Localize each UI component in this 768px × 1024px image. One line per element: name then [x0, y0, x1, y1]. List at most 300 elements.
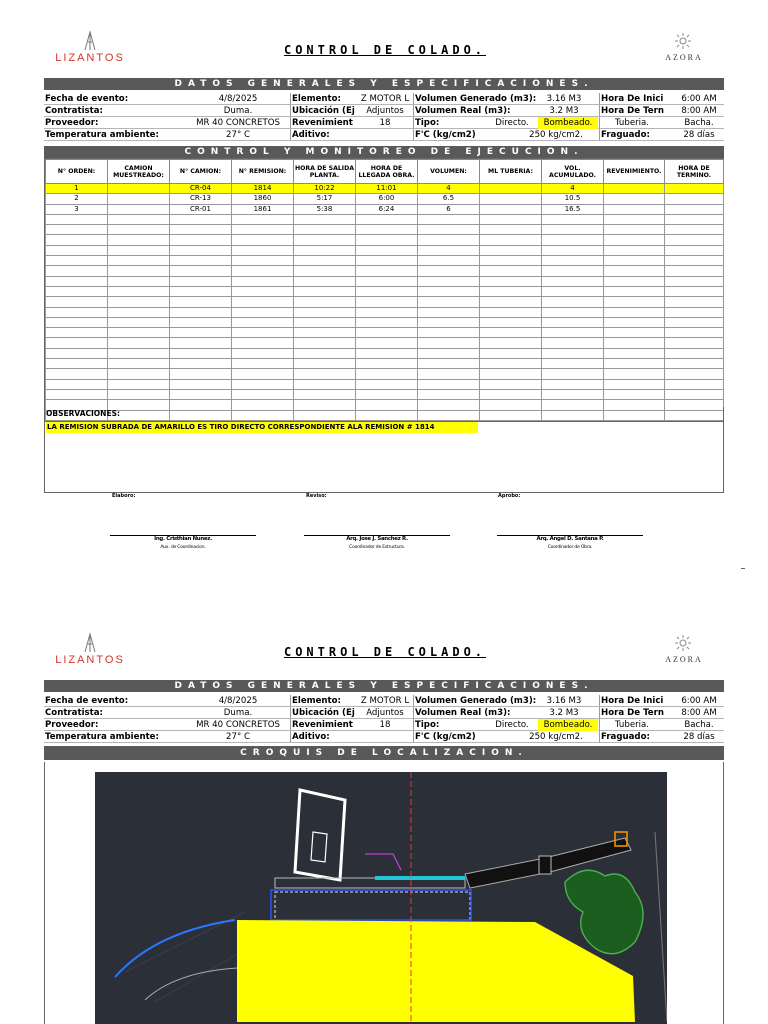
table-cell [170, 245, 232, 255]
blue-edge [271, 890, 471, 920]
table-cell [665, 204, 724, 214]
table-cell [542, 245, 604, 255]
table-cell [665, 338, 724, 348]
field-value: Duma. [223, 708, 253, 718]
table-cell [108, 338, 170, 348]
row-divider [44, 730, 724, 731]
aprobo-label: Aprobo: [498, 493, 521, 499]
table-cell [170, 256, 232, 266]
table-cell [418, 286, 480, 296]
cyan-beam [375, 876, 465, 880]
field-label: Elemento: [292, 94, 341, 104]
field-value: 6:00 AM [681, 696, 717, 706]
field-label: Ubicación (Ej [292, 708, 355, 718]
table-cell [108, 307, 170, 317]
aprobo-role: Coordinador de Obra. [547, 545, 593, 550]
table-cell: 4 [418, 184, 480, 194]
execution-body [46, 184, 724, 421]
field-label: Fraguado: [601, 732, 650, 742]
field-value: Adjuntos [366, 708, 404, 718]
table-cell [356, 379, 418, 389]
table-cell [480, 338, 542, 348]
table-cell [542, 317, 604, 327]
table-cell [294, 235, 356, 245]
tipo-bombeado: Bombeado. [538, 117, 598, 129]
table-cell [108, 245, 170, 255]
general-data-grid [44, 93, 724, 141]
table-cell [170, 286, 232, 296]
sketch-section-band: CROQUIS DE LOCALIZACION. [44, 746, 724, 760]
table-cell [170, 338, 232, 348]
table-cell [46, 338, 108, 348]
table-cell [418, 307, 480, 317]
field-value: MR 40 CONCRETOS [196, 118, 280, 128]
table-cell [232, 338, 294, 348]
tipo-directo: Directo. [495, 118, 529, 128]
table-cell [542, 359, 604, 369]
table-cell [665, 266, 724, 276]
table-cell [108, 184, 170, 194]
grid-divider [599, 93, 600, 141]
ramp-road [465, 838, 631, 888]
table-cell [46, 317, 108, 327]
field-value: 8:00 AM [681, 708, 717, 718]
table-cell [108, 204, 170, 214]
column-header: REVENIMIENTO. [604, 160, 665, 184]
table-cell [665, 307, 724, 317]
table-cell [604, 348, 665, 358]
table-cell [604, 214, 665, 224]
table-cell: 10.5 [542, 194, 604, 204]
field-value: 250 kg/cm2. [529, 732, 583, 742]
table-cell [604, 235, 665, 245]
rebar-grid [275, 892, 470, 920]
table-cell: 1 [46, 184, 108, 194]
table-cell [480, 235, 542, 245]
aprobo-name: Arq. Angel D. Santana P. [536, 536, 604, 542]
table-cell [108, 348, 170, 358]
table-cell [108, 359, 170, 369]
table-cell [356, 256, 418, 266]
execution-table [45, 159, 724, 421]
table-cell: 4 [542, 184, 604, 194]
field-label: Proveedor: [45, 720, 99, 730]
table-cell [665, 245, 724, 255]
column-header: ML TUBERIA: [480, 160, 542, 184]
table-cell [46, 235, 108, 245]
table-cell [356, 359, 418, 369]
table-cell [665, 225, 724, 235]
table-cell [294, 256, 356, 266]
lizantos-wordmark-2: LIZANTOS [55, 654, 125, 666]
observations-note: LA REMISION SUBRADA DE AMARILLO ES TIRO DIRECTO CORRESPONDIENTE ALA REMISION # 1814 [46, 422, 478, 433]
table-cell: 3 [46, 204, 108, 214]
table-cell [418, 369, 480, 379]
field-label: Ubicación (Ej [292, 106, 355, 116]
general-section-band-2: DATOS GENERALES Y ESPECIFICACIONES. [44, 680, 724, 692]
table-cell [294, 379, 356, 389]
table-cell [542, 328, 604, 338]
empty-table-row [46, 245, 724, 255]
table-cell [542, 379, 604, 389]
table-cell [232, 276, 294, 286]
table-cell [356, 369, 418, 379]
column-header: VOLUMEN: [418, 160, 480, 184]
table-cell [542, 348, 604, 358]
lizantos-logo [48, 30, 132, 66]
table-cell [604, 297, 665, 307]
table-cell [46, 276, 108, 286]
table-cell [232, 379, 294, 389]
empty-table-row [46, 307, 724, 317]
table-cell [294, 328, 356, 338]
field-value: Bacha. [684, 720, 714, 730]
table-cell [604, 369, 665, 379]
table-cell: CR-01 [170, 204, 232, 214]
empty-table-row [46, 369, 724, 379]
table-cell [418, 359, 480, 369]
table-cell [480, 359, 542, 369]
table-cell [356, 297, 418, 307]
table-cell [170, 266, 232, 276]
table-cell [604, 379, 665, 389]
table-cell [46, 359, 108, 369]
reviso-role: Coordinador de Estructura. [349, 545, 405, 550]
table-cell [294, 307, 356, 317]
table-cell [418, 245, 480, 255]
table-cell: 6:24 [356, 204, 418, 214]
column-header: N° REMISION: [232, 160, 294, 184]
table-cell [356, 348, 418, 358]
table-cell [294, 225, 356, 235]
table-cell [665, 256, 724, 266]
table-cell [46, 389, 108, 399]
empty-table-row [46, 297, 724, 307]
column-header: N° ORDEN: [46, 160, 108, 184]
field-value: 4/8/2025 [218, 94, 258, 104]
document-title-2: CONTROL DE COLADO. [283, 645, 487, 659]
table-cell [356, 286, 418, 296]
table-cell [46, 348, 108, 358]
table-cell [480, 297, 542, 307]
table-cell [542, 389, 604, 399]
table-cell [356, 245, 418, 255]
table-cell [232, 266, 294, 276]
table-cell [480, 389, 542, 399]
empty-table-row [46, 317, 724, 327]
table-cell [108, 379, 170, 389]
table-cell [480, 307, 542, 317]
field-label: Contratista: [45, 708, 103, 718]
field-value: 3.16 M3 [546, 696, 582, 706]
grid-divider [290, 93, 291, 141]
table-cell: 11:01 [356, 184, 418, 194]
table-cell [665, 235, 724, 245]
table-cell [170, 235, 232, 245]
table-cell [294, 266, 356, 276]
table-cell [604, 194, 665, 204]
grid-divider [290, 695, 291, 743]
table-cell [232, 235, 294, 245]
execution-header-row [46, 160, 724, 184]
magenta-marker [365, 854, 401, 870]
table-cell [665, 379, 724, 389]
property-line [655, 832, 667, 1022]
table-cell: CR-04 [170, 184, 232, 194]
location-plan-drawing [95, 772, 667, 1024]
table-cell [232, 225, 294, 235]
document-title: CONTROL DE COLADO. [283, 43, 487, 57]
table-cell [108, 286, 170, 296]
table-cell [108, 225, 170, 235]
table-cell [604, 256, 665, 266]
table-cell [46, 369, 108, 379]
table-cell [46, 266, 108, 276]
table-cell [604, 184, 665, 194]
empty-table-row [46, 328, 724, 338]
tipo-directo: Directo. [495, 720, 529, 730]
field-label: Revenimient [292, 720, 353, 730]
table-cell [108, 317, 170, 327]
field-label: Hora De Inici [601, 696, 664, 706]
table-cell [294, 214, 356, 224]
field-label: Elemento: [292, 696, 341, 706]
slab-yellow [237, 920, 635, 1022]
table-cell [356, 328, 418, 338]
field-value [358, 731, 412, 743]
table-cell: 6.5 [418, 194, 480, 204]
field-label: Fraguado: [601, 130, 650, 140]
field-value: Bacha. [684, 118, 714, 128]
empty-table-row [46, 266, 724, 276]
table-cell [480, 348, 542, 358]
table-row [46, 204, 724, 214]
field-label: Aditivo: [292, 732, 330, 742]
table-cell [232, 369, 294, 379]
table-cell [170, 297, 232, 307]
empty-table-row [46, 359, 724, 369]
table-cell [480, 266, 542, 276]
empty-table-row [46, 379, 724, 389]
table-cell [232, 359, 294, 369]
field-value [358, 129, 412, 141]
empty-table-row [46, 286, 724, 296]
table-cell: 5:38 [294, 204, 356, 214]
field-value: 28 días [683, 130, 715, 140]
table-cell [294, 348, 356, 358]
lizantos-wordmark: LIZANTOS [55, 52, 125, 64]
table-cell [170, 369, 232, 379]
table-cell [232, 297, 294, 307]
column-header: VOL. ACUMULADO. [542, 160, 604, 184]
table-cell [542, 369, 604, 379]
table-cell [46, 245, 108, 255]
vegetation [565, 870, 643, 954]
field-label: Hora De Inici [601, 94, 664, 104]
building-detail [311, 832, 327, 862]
field-label: Volumen Real (m3): [415, 708, 511, 718]
field-value: 28 días [683, 732, 715, 742]
azora-wordmark-2: AZORA [665, 655, 703, 664]
azora-logo [656, 32, 712, 66]
table-cell [542, 225, 604, 235]
table-cell [604, 276, 665, 286]
field-label: Volumen Generado (m3): [415, 696, 537, 706]
field-value: Z MOTOR L [360, 696, 410, 706]
table-cell [294, 359, 356, 369]
table-cell [108, 214, 170, 224]
table-cell [480, 194, 542, 204]
table-cell [170, 359, 232, 369]
table-cell [46, 307, 108, 317]
table-cell [604, 266, 665, 276]
table-row [46, 194, 724, 204]
column-header: N° CAMION: [170, 160, 232, 184]
field-label: Temperatura ambiente: [45, 130, 159, 140]
building-icon [82, 632, 98, 652]
table-cell [294, 338, 356, 348]
platform-outline [275, 878, 465, 888]
field-value: 3.16 M3 [546, 94, 582, 104]
table-cell [480, 369, 542, 379]
table-cell [232, 286, 294, 296]
field-value: 3.2 M3 [549, 106, 579, 116]
table-cell: 1814 [232, 184, 294, 194]
column-header: HORA DE TERMINO. [665, 160, 724, 184]
table-cell [232, 245, 294, 255]
table-cell [665, 369, 724, 379]
building-icon [82, 30, 98, 50]
field-label: Proveedor: [45, 118, 99, 128]
execution-section-band: CONTROL Y MONITOREO DE EJECUCION. [44, 146, 724, 158]
row-divider [44, 706, 724, 707]
page-break-mark [741, 568, 745, 569]
plan-grid-line [125, 912, 275, 1002]
table-cell [108, 297, 170, 307]
field-value: 8:00 AM [681, 106, 717, 116]
table-cell [356, 338, 418, 348]
table-cell: CR-13 [170, 194, 232, 204]
table-cell [232, 317, 294, 327]
table-cell [294, 245, 356, 255]
field-value: 18 [379, 720, 391, 730]
table-cell [418, 214, 480, 224]
elaboro-label: Elaboro: [112, 493, 136, 499]
table-cell [418, 389, 480, 399]
curved-wall-outer [115, 920, 235, 977]
table-cell [418, 379, 480, 389]
table-cell [46, 214, 108, 224]
table-cell [665, 317, 724, 327]
table-cell [108, 328, 170, 338]
table-cell [418, 266, 480, 276]
table-cell [480, 225, 542, 235]
table-cell [665, 359, 724, 369]
table-cell [665, 348, 724, 358]
field-value: Duma. [223, 106, 253, 116]
table-cell [108, 256, 170, 266]
table-cell [170, 214, 232, 224]
field-label: Revenimient [292, 118, 353, 128]
table-cell [418, 276, 480, 286]
field-label: Temperatura ambiente: [45, 732, 159, 742]
table-cell [480, 379, 542, 389]
reviso-label: Reviso: [306, 493, 327, 499]
azora-logo-2 [656, 634, 712, 668]
observations-title: OBSERVACIONES: [46, 409, 120, 418]
table-cell: 1860 [232, 194, 294, 204]
table-cell [170, 379, 232, 389]
table-cell [665, 214, 724, 224]
table-cell [356, 317, 418, 327]
table-cell [665, 286, 724, 296]
field-label: Aditivo: [292, 130, 330, 140]
field-value: Adjuntos [366, 106, 404, 116]
table-cell [665, 184, 724, 194]
table-cell [604, 245, 665, 255]
field-label: F'C (kg/cm2) [415, 732, 476, 742]
tipo-tuberia: Tuberia. [614, 118, 650, 128]
tipo-bombeado: Bombeado. [538, 719, 598, 731]
table-cell [480, 328, 542, 338]
table-cell [232, 389, 294, 399]
empty-table-row [46, 276, 724, 286]
field-value: MR 40 CONCRETOS [196, 720, 280, 730]
field-value: 250 kg/cm2. [529, 130, 583, 140]
table-cell [418, 297, 480, 307]
field-label: Tipo: [415, 720, 440, 730]
lizantos-logo-2 [48, 632, 132, 668]
table-cell [604, 317, 665, 327]
table-cell [480, 184, 542, 194]
column-block [539, 856, 551, 874]
table-cell [665, 194, 724, 204]
table-cell: 2 [46, 194, 108, 204]
field-label: Fecha de evento: [45, 94, 129, 104]
table-cell [604, 286, 665, 296]
orange-marker [615, 832, 627, 846]
table-cell [418, 317, 480, 327]
table-cell [170, 276, 232, 286]
table-cell [542, 307, 604, 317]
table-cell [294, 276, 356, 286]
table-cell: 10:22 [294, 184, 356, 194]
table-cell [480, 276, 542, 286]
table-cell [170, 307, 232, 317]
table-cell [46, 225, 108, 235]
table-cell [604, 307, 665, 317]
curved-wall-inner [145, 968, 237, 1000]
table-cell: 1861 [232, 204, 294, 214]
table-cell [542, 256, 604, 266]
table-cell [356, 225, 418, 235]
table-cell [108, 194, 170, 204]
empty-table-row [46, 389, 724, 399]
table-cell [542, 297, 604, 307]
table-cell [356, 276, 418, 286]
table-cell [604, 225, 665, 235]
table-cell [46, 379, 108, 389]
field-label: Fecha de evento: [45, 696, 129, 706]
table-cell [170, 317, 232, 327]
table-cell [480, 317, 542, 327]
sketch-frame [44, 762, 724, 1024]
column-header: CAMION MUESTREADO: [108, 160, 170, 184]
grid-divider [413, 93, 414, 141]
table-cell [542, 286, 604, 296]
table-cell [418, 256, 480, 266]
grid-divider [413, 695, 414, 743]
